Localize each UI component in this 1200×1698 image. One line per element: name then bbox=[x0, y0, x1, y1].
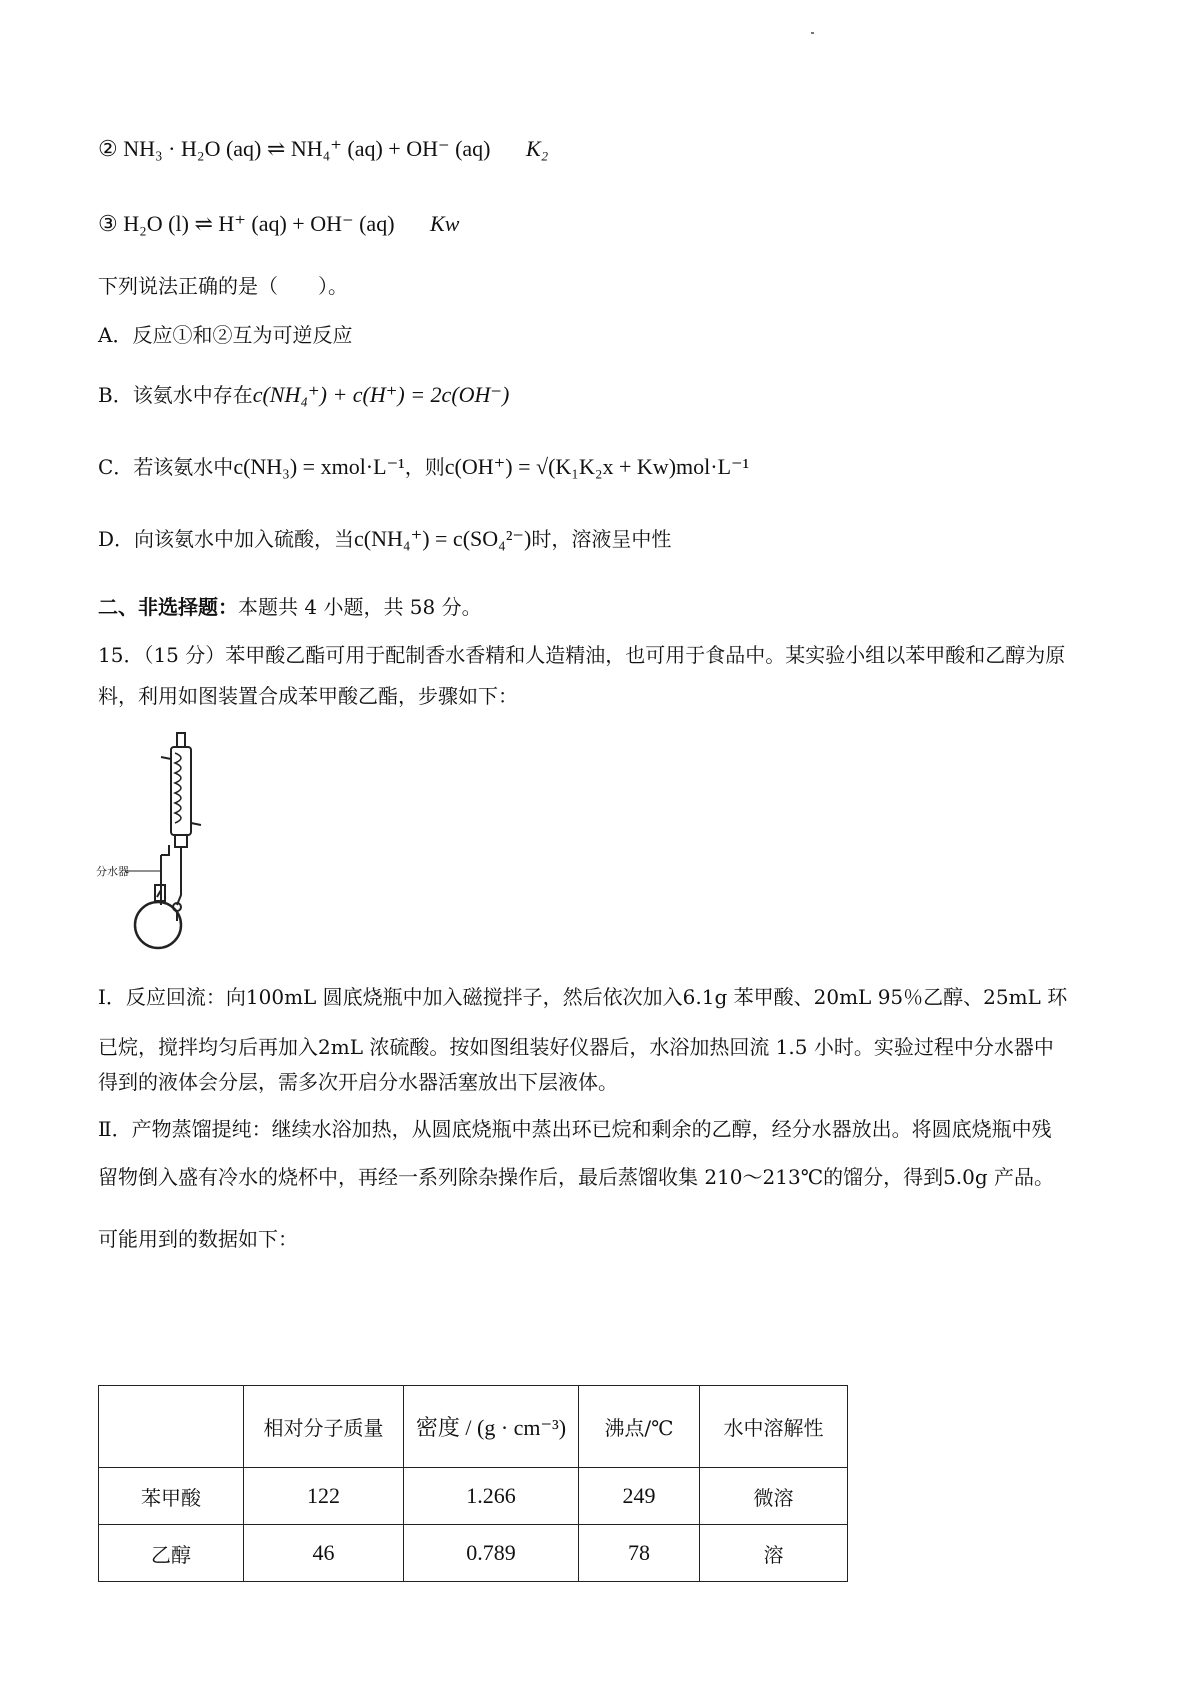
data-table bbox=[98, 1385, 848, 1582]
table-header-row bbox=[99, 1386, 848, 1468]
condenser-jacket bbox=[171, 747, 191, 835]
table-header-cell: 密度 / (g · cm⁻³) bbox=[404, 1386, 579, 1468]
option-c-formula2: c(OH⁺) = √(K₁K₂x + Kw)mol·L⁻¹ bbox=[444, 454, 750, 479]
table-cell: 微溶 bbox=[700, 1468, 848, 1525]
table-cell: 0.789 bbox=[404, 1525, 579, 1582]
eq2-arrow: ⇌ bbox=[266, 136, 286, 161]
table-row bbox=[99, 1525, 848, 1582]
table-cell: 122 bbox=[244, 1468, 404, 1525]
table-cell: 1.266 bbox=[404, 1468, 579, 1525]
eq3-arrow: ⇌ bbox=[194, 211, 213, 236]
eq3-circle: ③ bbox=[98, 211, 118, 236]
question-prompt: 下列说法正确的是（ ）。 bbox=[98, 274, 348, 298]
data-intro: 可能用到的数据如下： bbox=[98, 1227, 298, 1251]
option-c-label: C． bbox=[98, 455, 134, 479]
table-cell: 249 bbox=[579, 1468, 700, 1525]
option-b-label: B． bbox=[98, 383, 133, 407]
equation-3 bbox=[98, 210, 459, 238]
condenser-outlet bbox=[191, 823, 201, 825]
table-cell: 78 bbox=[579, 1525, 700, 1582]
apparatus-figure bbox=[95, 725, 235, 955]
table-header-cell bbox=[99, 1386, 244, 1468]
problem15-line2: 料，利用如图装置合成苯甲酸乙酯，步骤如下： bbox=[98, 684, 518, 708]
table-cell: 溶 bbox=[700, 1525, 848, 1582]
eq3-constant: Kw bbox=[430, 211, 460, 236]
option-a bbox=[98, 321, 352, 349]
scan-speck bbox=[811, 32, 814, 34]
step2-line2: 留物倒入盛有冷水的烧杯中，再经一系列除杂操作后，最后蒸馏收集 210～213℃的馏分，得到5.0g 产品。 bbox=[98, 1165, 1055, 1189]
separator-tube bbox=[177, 847, 181, 905]
eq3-products: H⁺ (aq) + OH⁻ (aq) bbox=[218, 211, 395, 236]
table-cell: 46 bbox=[244, 1525, 404, 1582]
table-header-cell: 相对分子质量 bbox=[244, 1386, 404, 1468]
condenser-coil bbox=[175, 753, 181, 823]
option-a-text: 反应①和②互为可逆反应 bbox=[132, 323, 353, 347]
option-c-text: 若该氨水中 bbox=[133, 455, 234, 479]
eq2-reactant: NH₃ · H₂O (aq) bbox=[123, 136, 262, 161]
eq2-constant: K₂ bbox=[526, 136, 549, 161]
problem15-line1: 15．（15 分）苯甲酸乙酯可用于配制香水香精和人造精油，也可用于食品中。某实验小组以苯甲酸和乙醇为原 bbox=[98, 643, 1066, 667]
table-header-cell: 水中溶解性 bbox=[700, 1386, 848, 1468]
option-d-label: D． bbox=[98, 527, 135, 551]
option-b bbox=[98, 381, 509, 409]
condenser-top bbox=[177, 733, 185, 747]
table-row bbox=[99, 1468, 848, 1525]
option-d-formula: c(NH₄⁺) = c(SO₄²⁻) bbox=[354, 526, 532, 551]
round-bottom-flask bbox=[135, 902, 181, 948]
equation-2 bbox=[98, 135, 548, 163]
eq2-products: NH₄⁺ (aq) + OH⁻ (aq) bbox=[290, 136, 491, 161]
option-b-text: 该氨水中存在 bbox=[132, 383, 253, 407]
option-c bbox=[98, 453, 749, 481]
step1-line3: 得到的液体会分层，需多次开启分水器活塞放出下层液体。 bbox=[98, 1070, 618, 1094]
option-b-formula: c(NH₄⁺) + c(H⁺) = 2c(OH⁻) bbox=[252, 382, 510, 407]
option-d bbox=[98, 525, 671, 553]
section-desc: 本题共 4 小题，共 58 分。 bbox=[238, 595, 482, 619]
condenser-inlet bbox=[161, 757, 171, 759]
table-cell: 乙醇 bbox=[99, 1525, 244, 1582]
section-title: 二、非选择题： bbox=[98, 595, 238, 619]
section-heading bbox=[98, 593, 482, 621]
figure-label: 分水器 bbox=[96, 865, 129, 878]
option-d-text2: 时，溶液呈中性 bbox=[531, 527, 672, 551]
option-a-label: A． bbox=[98, 323, 133, 347]
table-header-cell: 沸点/℃ bbox=[579, 1386, 700, 1468]
option-c-formula: c(NH₃) = xmol·L⁻¹ bbox=[233, 454, 405, 479]
table-cell: 苯甲酸 bbox=[99, 1468, 244, 1525]
step2-line1: Ⅱ．产物蒸馏提纯：继续水浴加热，从圆底烧瓶中蒸出环已烷和剩余的乙醇，经分水器放出。将圆底烧瓶中残 bbox=[98, 1117, 1052, 1141]
option-c-text2: ，则 bbox=[404, 455, 445, 479]
condenser-joint bbox=[175, 835, 187, 847]
step1-line2: 已烷，搅拌均匀后再加入2mL 浓硫酸。按如图组装好仪器后，水浴加热回流 1.5 小时。实验过程中分水器中 bbox=[98, 1035, 1054, 1059]
option-d-text: 向该氨水中加入硫酸，当 bbox=[134, 527, 355, 551]
step1-line1: Ⅰ．反应回流：向100mL 圆底烧瓶中加入磁搅拌子，然后依次加入6.1g 苯甲酸、20mL 95％乙醇、25mL 环 bbox=[98, 985, 1068, 1009]
eq3-reactant: H₂O (l) bbox=[123, 211, 189, 236]
eq2-circle: ② bbox=[98, 136, 118, 161]
